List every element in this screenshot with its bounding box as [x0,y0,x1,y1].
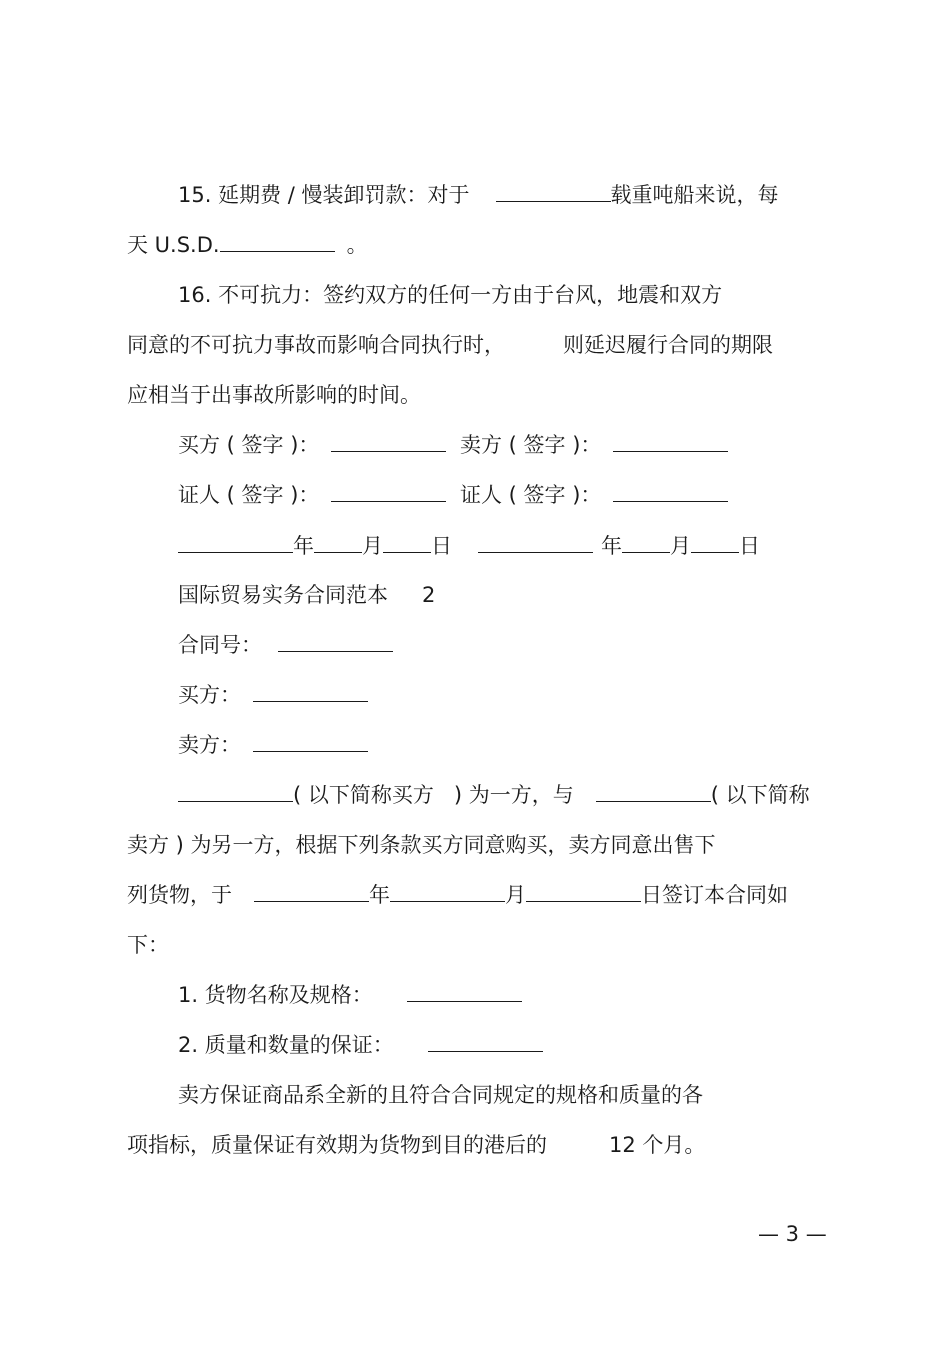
month-blank[interactable] [314,534,362,553]
signature-blank[interactable] [331,433,446,452]
seller-signature-line: 卖方 ( 签字 )： [460,430,728,460]
buyer-signature-line: 买方 ( 签字 )： [178,430,446,460]
clause-16-line-3: 应相当于出事故所影响的时间。 [127,383,421,407]
witness-signature-line-2: 证人 ( 签字 )： [460,480,728,510]
buyer-name-blank[interactable] [178,783,293,802]
year-blank[interactable] [178,534,293,553]
seller-name-blank[interactable] [596,783,711,802]
clause-16-line-1: 16. 不可抗力：签约双方的任何一方由于台风，地震和双方 [178,283,723,307]
blank-field[interactable] [220,233,335,252]
preamble-line-4: 下： [127,933,169,957]
quality-para-line-2: 项指标，质量保证有效期为货物到目的港后的 12 个月。 [127,1133,706,1157]
goods-spec-blank[interactable] [407,983,522,1002]
month-blank[interactable] [390,883,505,902]
item-2-line: 2. 质量和数量的保证： [178,1030,543,1060]
day-blank[interactable] [526,883,641,902]
witness-signature-line-1: 证人 ( 签字 )： [178,480,446,510]
blank-field[interactable] [496,183,611,202]
clause-15-line-1: 15. 延期费 / 慢装卸罚款：对于 载重吨船来说，每 [178,183,779,207]
day-blank[interactable] [383,534,431,553]
preamble-line-2: 卖方 ) 为另一方，根据下列条款买方同意购买，卖方同意出售下 [127,833,716,857]
contract-template-title: 国际贸易实务合同范本 2 [178,583,436,607]
clause-16-line-2: 同意的不可抗力事故而影响合同执行时， 则延迟履行合同的期限 [127,333,773,357]
quality-blank[interactable] [428,1033,543,1052]
preamble-line-3: 列货物，于 年 月 日签订本合同如 [127,883,788,907]
buyer-line: 买方： [178,680,368,710]
contract-number-line: 合同号： [178,630,393,660]
seller-blank[interactable] [253,733,368,752]
preamble-line-1: ( 以下简称买方 ) 为一方，与 ( 以下简称 [178,780,810,810]
signature-blank[interactable] [331,483,446,502]
item-1-line: 1. 货物名称及规格： [178,980,522,1010]
month-blank[interactable] [622,534,670,553]
buyer-blank[interactable] [253,683,368,702]
year-blank[interactable] [254,883,369,902]
date-line-2: 年 月 日 [478,531,760,561]
date-line-1: 年 月 日 [178,531,452,561]
contract-number-blank[interactable] [278,633,393,652]
day-blank[interactable] [691,534,739,553]
seller-line: 卖方： [178,730,368,760]
signature-blank[interactable] [613,433,728,452]
signature-blank[interactable] [613,483,728,502]
clause-15-line-2: 天 U.S.D. 。 [127,233,368,257]
page-number: — 3 — [758,1222,827,1246]
year-blank[interactable] [478,534,593,553]
quality-para-line-1: 卖方保证商品系全新的且符合合同规定的规格和质量的各 [178,1083,703,1107]
